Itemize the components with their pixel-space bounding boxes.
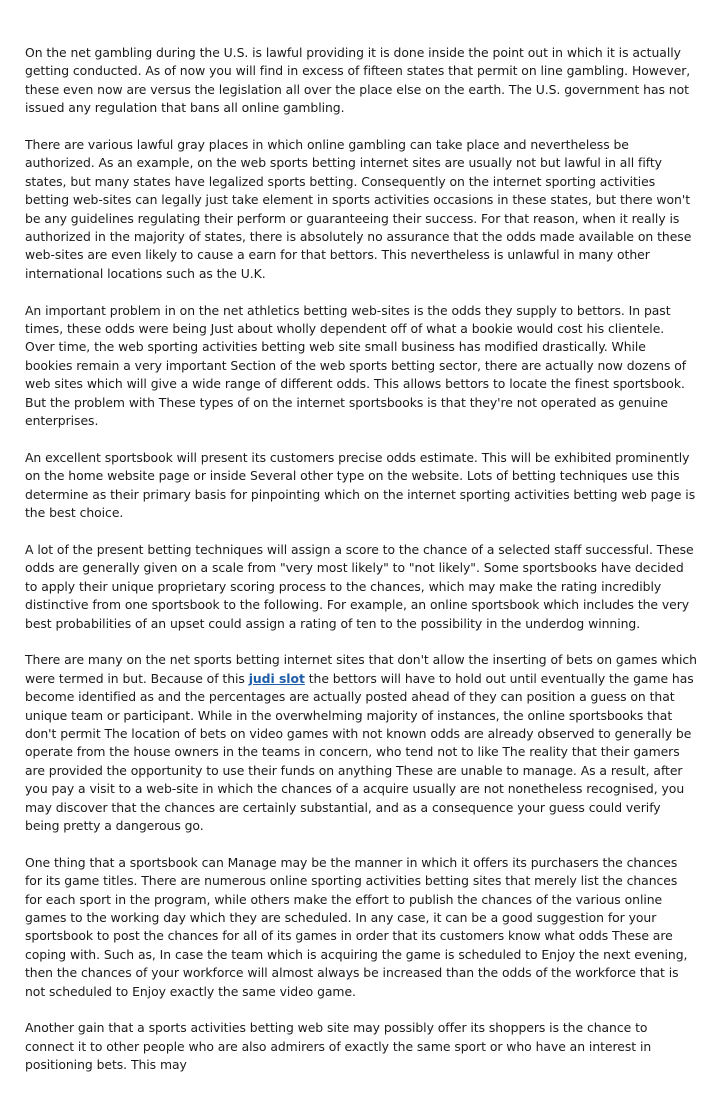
paragraph-4: An excellent sportsbook will present its customers precise odds estimate. This will be exhibited prominently on the home website page or inside Several other type on the website. Lots of betting techniques use this determine as their primary basis for pinpointing which on the internet sporting activities betting web page is the best choice. xyxy=(25,449,696,521)
document-body xyxy=(25,44,697,1093)
paragraph-1: On the net gambling during the U.S. is lawful providing it is done inside the point out in which it is actually getting conducted. As of now you will find in excess of fifteen states that permit on line gambling. However, these even now are versus the legislation all over the place else on the earth. The U.S. government has not issued any regulation that bans all online gambling. xyxy=(25,45,691,116)
paragraph-6-text-before-link: There are many on the net sports betting internet sites that don't allow the inserting of bets on games which were termed in but. Because of this xyxy=(25,652,697,686)
paragraph-5: A lot of the present betting techniques will assign a score to the chance of a selected staff successful. These odds are generally given on a scale from "very most likely" to "not likely". Some sportsbooks have decided to apply their unique proprietary scoring process to the chances, which may make the rating incredibly distinctive from one sportsbook to the following. For example, an online sportsbook which includes the very best probabilities of an upset could assign a rating of ten to the possibility in the underdog winning. xyxy=(25,541,694,631)
paragraph-6-text-after-link: the bettors will have to hold out until eventually the game has become identified as and the percentages are actually posted ahead of they can position a guess on that unique team or participant. While in the overwhelming majority of instances, the online sportsbooks that don't permit The location of bets on video games with not known odds are already observed to generally be operate from the house owners in the teams in concern, who tend not to like The reality that their gamers are provided the opportunity to use their funds on anything These are unable to manage. As a result, after you pay a visit to a web-site in which the chances of a acquire usually are not nonetheless recognised, you may discover that the chances are certainly substantial, and as a consequence your guess could verify being pretty a dangerous go. xyxy=(25,670,694,833)
paragraph-2: There are various lawful gray places in which online gambling can take place and nevertheless be authorized. As an example, on the web sports betting internet sites are usually not but lawful in all fifty states, but many states have legalized sports betting. Consequently on the internet sporting activities betting web-sites can legally just take element in sports activities occasions in these states, but there won't be any guidelines regulating their perform or guaranteeing their success. For that reason, when it really is authorized in the majority of states, there is absolutely no assurance that the odds made available on these web-sites are even likely to cause a earn for that bettors. This nevertheless is unlawful in many other international locations such as the U.K. xyxy=(25,137,692,281)
paragraph-8: Another gain that a sports activities betting web site may possibly offer its shoppers is the chance to connect it to other people who are also admirers of exactly the same sport or who have an interest in positioning bets. This may xyxy=(25,1020,652,1073)
paragraph-3: An important problem in on the net athletics betting web-sites is the odds they supply to bettors. In past times, these odds were being Just about wholly dependent off of what a bookie would cost his clientele. Over time, the web sporting activities betting web site small business has modified drastically. While bookies remain a very important Section of the web sports betting sector, there are actually now dozens of web sites which will give a wide range of different odds. This allows bettors to locate the finest sportsbook. But the problem with These types of on the internet sportsbooks is that they're not operated as genuine enterprises. xyxy=(25,302,687,429)
paragraph-7: One thing that a sportsbook can Manage may be the manner in which it offers its purchasers the chances for its game titles. There are numerous online sporting activities betting sites that merely list the chances for each sport in the program, while others make the effort to publish the chances of the various online games to the working day which they are scheduled. In any case, it can be a good suggestion for your sportsbook to post the chances for all of its games in order that its customers know what odds These are coping with. Such as, In case the team which is acquiring the game is scheduled to Enjoy the next evening, then the chances of your workforce will almost always be increased than the odds of the workforce that is not scheduled to Enjoy exactly the same video game. xyxy=(25,854,688,999)
judi-slot-link[interactable]: judi slot xyxy=(248,670,305,686)
paragraph-6 xyxy=(25,651,697,835)
